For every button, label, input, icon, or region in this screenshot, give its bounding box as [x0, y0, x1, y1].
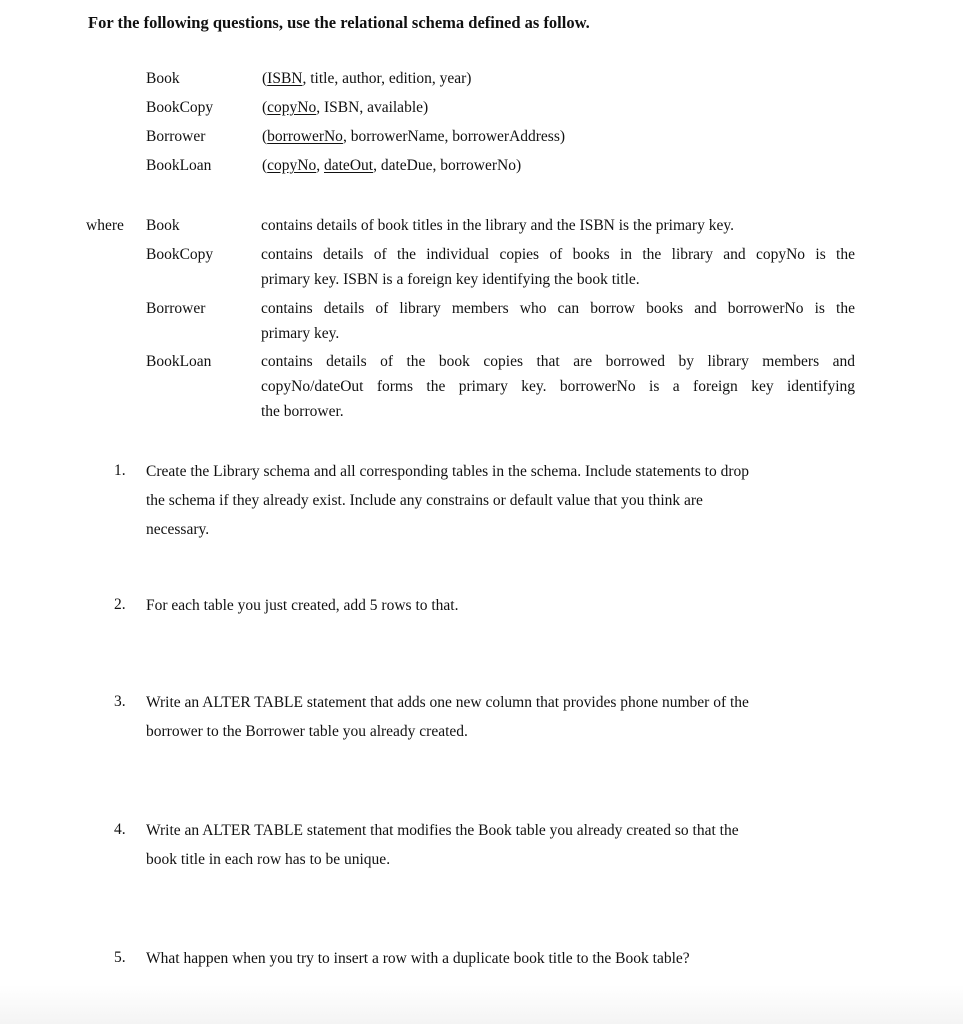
paren: (	[262, 99, 268, 116]
attribute-list: , borrowerName, borrowerAddress)	[342, 128, 566, 145]
schema-def-bookloan	[262, 156, 521, 176]
question-number: 3.	[114, 693, 126, 710]
desc-name-borrower: Borrower	[146, 300, 206, 317]
schema-name-bookloan: BookLoan	[146, 157, 212, 174]
desc-line: the borrower.	[261, 403, 344, 420]
question-line: Write an ALTER TABLE statement that adds one new column that provides phone number of the	[146, 694, 749, 711]
question-line: What happen when you try to insert a row with a duplicate book title to the Book table?	[146, 950, 690, 967]
question-line: Create the Library schema and all corresponding tables in the schema. Include statements to drop	[146, 463, 750, 480]
primary-key-copyno: copyNo	[267, 157, 317, 174]
primary-key-isbn: ISBN	[267, 70, 303, 87]
schema-name-borrower: Borrower	[146, 128, 206, 145]
question-1	[146, 457, 856, 544]
page-heading: For the following questions, use the relational schema defined as follow.	[88, 13, 590, 32]
desc-line: primary key. ISBN is a foreign key identifying the book title.	[261, 271, 640, 288]
paren: (	[262, 128, 268, 145]
desc-borrower	[261, 296, 855, 346]
question-number: 1.	[114, 462, 126, 479]
desc-bookloan	[261, 349, 855, 424]
schema-name-bookcopy: BookCopy	[146, 99, 214, 116]
question-2	[146, 591, 856, 620]
question-line: Write an ALTER TABLE statement that modifies the Book table you already created so that the	[146, 822, 739, 839]
desc-line: primary key.	[261, 325, 340, 342]
schema-def-book	[262, 69, 471, 89]
primary-key-dateout: dateOut	[324, 157, 374, 174]
desc-line: copyNo/dateOut forms the primary key. borrowerNo is a foreign key identifying	[261, 378, 855, 395]
paren: (	[262, 157, 268, 174]
question-line: book title in each row has to be unique.	[146, 851, 391, 868]
primary-key-borrowerno: borrowerNo	[267, 128, 343, 145]
desc-book	[261, 213, 855, 238]
paren: (	[262, 70, 268, 87]
question-number: 4.	[114, 821, 126, 838]
attribute-list: , ISBN, available)	[316, 99, 429, 116]
question-line: borrower to the Borrower table you already created.	[146, 723, 468, 740]
schema-def-borrower	[262, 127, 565, 147]
question-line: For each table you just created, add 5 rows to that.	[146, 597, 459, 614]
desc-line: contains details of the individual copies of books in the library and copyNo is the	[261, 246, 855, 263]
desc-line: contains details of library members who can borrow books and borrowerNo is the	[261, 300, 855, 317]
attribute-list: , dateDue, borrowerNo)	[373, 157, 522, 174]
question-4	[146, 816, 856, 874]
desc-line: contains details of the book copies that are borrowed by library members and	[261, 353, 855, 370]
desc-name-bookcopy: BookCopy	[146, 246, 214, 263]
desc-bookcopy	[261, 242, 855, 292]
question-line: necessary.	[146, 521, 210, 538]
question-number: 2.	[114, 596, 126, 613]
question-3	[146, 688, 856, 746]
where-label: where	[86, 217, 124, 234]
question-number: 5.	[114, 949, 126, 966]
attribute-list: , title, author, edition, year)	[302, 70, 472, 87]
desc-line: contains details of book titles in the library and the ISBN is the primary key.	[261, 217, 734, 234]
primary-key-copyno: copyNo	[267, 99, 317, 116]
desc-name-book: Book	[146, 217, 180, 234]
schema-name-book: Book	[146, 70, 180, 87]
desc-name-bookloan: BookLoan	[146, 353, 212, 370]
separator: ,	[316, 157, 324, 174]
question-5	[146, 944, 856, 973]
question-line: the schema if they already exist. Include any constrains or default value that you think are	[146, 492, 703, 509]
schema-def-bookcopy	[262, 98, 428, 118]
